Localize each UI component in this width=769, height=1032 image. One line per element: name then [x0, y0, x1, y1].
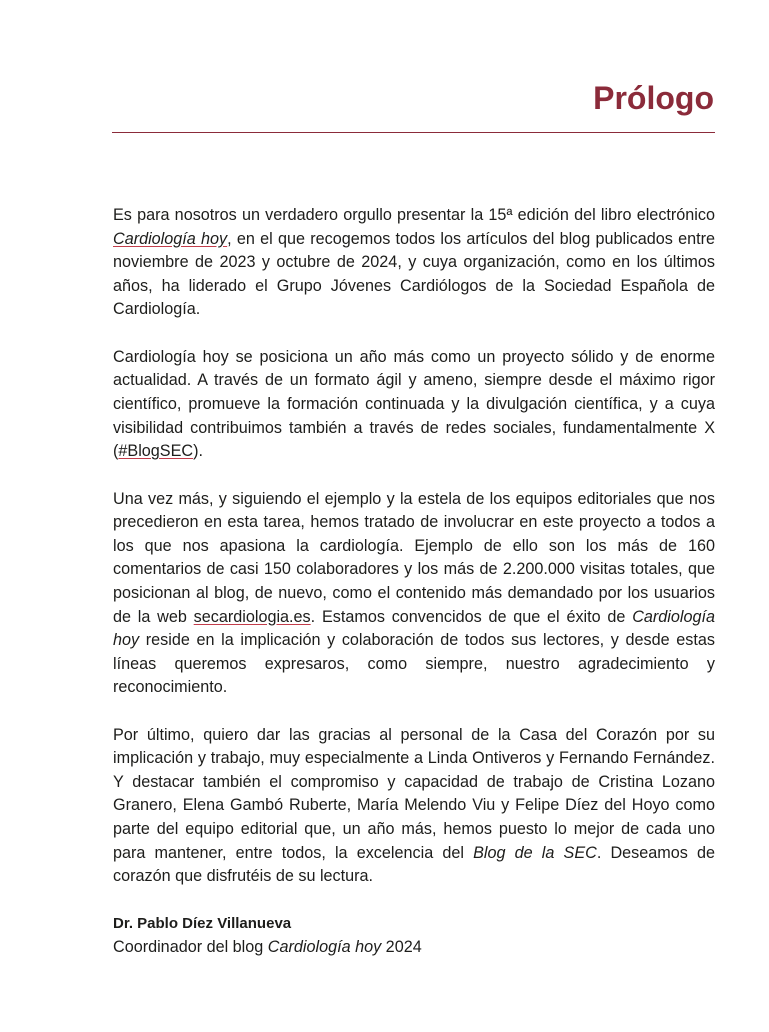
paragraph-2-text-b: ). — [193, 442, 203, 461]
paragraph-2 — [113, 346, 715, 464]
paragraph-1 — [113, 204, 715, 322]
paragraph-3 — [113, 488, 715, 700]
blog-de-la-sec-italic: Blog de la SEC — [473, 843, 597, 862]
signature-role-italic: Cardiología hoy — [267, 937, 382, 956]
cardiologia-hoy-italic: Cardiología hoy — [113, 607, 716, 650]
signature-role-suffix: 2024 — [381, 937, 422, 956]
paragraph-4 — [113, 724, 715, 889]
paragraph-4-text-a: Por último, quiero dar las gracias al personal de la Casa del Corazón por su implicación y trabajo, muy especialmente a Linda Ontiveros y Fernando Fernández. Y destacar también el compromiso y capacidad de trabajo de Cristina Lozano Granero, Elena Gambó Ruberte, María Melendo Viu y Felipe Díez del Hoyo como parte del equipo editorial que, un año más, hemos puesto lo mejor de cada uno para mantener, entre todos, la excelencia del — [113, 725, 715, 862]
title-divider — [112, 132, 715, 133]
signature-block — [113, 912, 715, 959]
signature-role-prefix: Coordinador del blog — [113, 937, 268, 956]
paragraph-3-text-b: . Estamos convencidos de que el éxito de — [310, 607, 633, 626]
paragraph-3-text-c: reside en la implicación y colaboración de todos sus lectores, y desde estas líneas queremos expresaros, como siempre, nuestro agradecimiento y reconocimiento. — [113, 631, 715, 697]
paragraph-2-text-a: Cardiología hoy se posiciona un año más como un proyecto sólido y de enorme actualidad. A través de un formato ágil y ameno, siempre desde el máximo rigor científico, promueve la formación continuada y la divulgación científica, y a cuya visibilidad contribuimos también a través de redes sociales, fundamentalmente X ( — [113, 347, 715, 461]
paragraph-3-text-a: Una vez más, y siguiendo el ejemplo y la estela de los equipos editoriales que nos precedieron en esta tarea, hemos tratado de involucrar en este proyecto a todos a los que nos apasiona la cardiología. Ejemplo de ello son los más de 160 comentarios de casi 150 colaboradores y los más de 2.200.000 visitas totales, que posicionan al blog, de nuevo, como el contenido más demandado por los usuarios de la web — [113, 489, 715, 626]
paragraph-1-text-b: , en el que recogemos todos los artículos del blog publicados entre noviembre de 2023 y octubre de 2024, y cuya organización, como en los últimos años, ha liderado el Grupo Jóvenes Cardiólogos de la Sociedad Española de Cardiología. — [113, 229, 715, 319]
page-title: Prólogo — [593, 80, 714, 116]
signature-role — [113, 936, 715, 960]
cardiologia-hoy-link[interactable]: Cardiología hoy — [113, 229, 228, 248]
blogsec-hashtag-link[interactable]: #BlogSEC — [118, 442, 194, 461]
secardiologia-link[interactable]: secardiologia.es — [193, 607, 311, 626]
paragraph-4-text-b: . Deseamos de corazón que disfrutéis de su lectura. — [113, 843, 715, 886]
signature-name: Dr. Pablo Díez Villanueva — [113, 915, 292, 932]
paragraph-1-text-a: Es para nosotros un verdadero orgullo presentar la 15ª edición del libro electrónico — [113, 206, 715, 224]
prologue-body — [113, 204, 715, 913]
